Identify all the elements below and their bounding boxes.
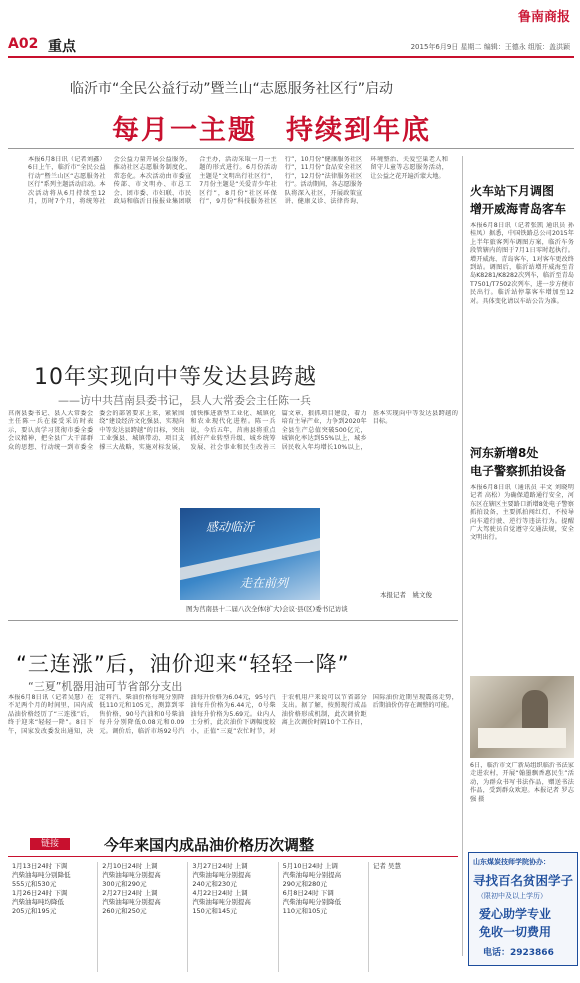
page-header — [0, 0, 580, 56]
story1-kicker: 临沂市“全民公益行动”暨兰山“志愿服务社区行”启动 — [70, 81, 394, 97]
sidebar-divider — [462, 156, 463, 956]
oil-table-column — [368, 862, 458, 972]
photo-paper — [478, 728, 566, 748]
ad-line-4: 爱心助学专业 — [479, 907, 552, 921]
sidebar-story2-body: 本报6月8日讯（通讯员 丰文 刘晓明 记者 高松）为确保道路通行安全，河东区在辖区主要路口新增8处电子警察抓拍设备，主要抓拍闯红灯、不按导向车道行驶、逆行等违法行为。提醒广大驾驶员自觉遵守交通法规，安全文明出行。 — [470, 484, 574, 542]
oil-table-cell: 2月27日24时 上调 — [102, 889, 158, 897]
story3-subhead: “三夏”机器用油可节省部分支出 — [28, 680, 183, 693]
sidebar-story2-headline-2: 电子警察抓拍设备 — [470, 464, 567, 478]
oil-table-cell: 汽柴油每吨分别提高 — [102, 871, 161, 879]
oil-table-cell: 汽柴油每吨分别提高 — [102, 898, 161, 906]
oil-table-cell: 555元和530元 — [12, 880, 57, 888]
masthead: 鲁南商报 — [517, 9, 570, 24]
story2-subhead: ——访中共莒南县委书记，县人大常委会主任陈一兵 — [58, 394, 311, 407]
oil-table-cell: 150元和145元 — [192, 907, 237, 915]
page-number: A02 — [8, 36, 39, 52]
sidebar-ad — [468, 852, 578, 966]
sidebar-story2-headline-1: 河东新增8处 — [470, 446, 539, 460]
oil-table-cell: 1月13日24时 下调 — [12, 862, 68, 870]
ad-line-5: 免收一切费用 — [479, 925, 552, 939]
oil-table-cell: 记者 吴慧 — [372, 862, 401, 870]
story2-body: 莒南县委书记、县人大常委会主任陈一兵在接受采访时表示，要认真学习贯彻市委全委会议精神，把全县广大干部群众的思想、行动统一到市委全委会的部署要求上来，紧紧围绕“建设经济文化强县、实现向中等发达县跨越”的目标，突出工业强县、城镇带动、项目支撑三大战略，实施对标发展，加快推进新型工业化、城镇化和农业现代化进程。陈一兵说，今后五年，莒南县将重点抓好产业转型升级、城乡统筹发展、社会事业和民生改善三篇文章，狠抓项目建设，着力培育主导产业，力争到2020年全县生产总值突破500亿元，城镇化率达到55%以上，城乡居民收入年均增长10%以上，基本实现向中等发达县跨越的目标。 — [8, 410, 458, 451]
sidebar-photo-caption: 6日，临沂市文广新局组织临沂书法家走进农村，开展“翰墨飘香惠民生”活动，为群众书写书法作品，赠送书法作品，受到群众欢迎。本报记者 罗志强 摄 — [470, 762, 574, 803]
story1-headline: 每月一主题 持续到年底 — [112, 115, 431, 146]
sidebar-story1-headline-2: 增开威海青岛客车 — [470, 202, 567, 216]
oil-table-rule — [8, 856, 458, 857]
oil-table-cell: 1月26日24时 下调 — [12, 889, 68, 897]
photo-figure — [522, 690, 548, 730]
oil-table-cell: 240元和230元 — [192, 880, 237, 888]
ad-line-1: 山东煤炭技师学院协办： — [473, 858, 550, 866]
story2-photo-caption: 图为莒南县十二届八次全体(扩大)会议·县(区)委书记访谈 — [186, 605, 348, 613]
section-label: 重点 — [48, 39, 76, 55]
story2-photo — [180, 508, 320, 600]
oil-table-cell: 汽柴油每吨分别降低 — [282, 898, 342, 906]
oil-table-cell: 3月27日24时 上调 — [192, 862, 248, 870]
oil-table-cell: 汽柴油每吨均降低 — [12, 898, 64, 906]
story3-rule — [8, 620, 458, 621]
ad-line-6: 电话：2923866 — [483, 948, 554, 958]
date-line: 2015年6月9日 星期二 编辑：王德永 组版：盖洪颖 — [410, 43, 570, 51]
oil-table-cell: 205元和195元 — [12, 907, 57, 915]
oil-table-cell: 110元和105元 — [282, 907, 327, 915]
oil-table-title: 今年来国内成品油价格历次调整 — [104, 836, 315, 854]
oil-table-cell: 300元和290元 — [102, 880, 147, 888]
oil-table — [8, 832, 458, 978]
oil-table-cell: 6月8日24时 下调 — [282, 889, 334, 897]
oil-table-tag: 链接 — [30, 838, 70, 850]
oil-table-cell: 290元和280元 — [282, 880, 327, 888]
story2-headline: 10年实现向中等发达县跨越 — [34, 365, 317, 390]
sidebar-story1-body: 本报6月8日讯（记者张凯 通讯员 孙桂凤）据悉，中国铁路总公司2015年上半年旅客列车调图方案，临沂车务段管辖内的图于7月1日零时起执行。增开威海、青岛客车，1对客车更改终到站。调图后，临沂站增开威海至青岛K8281/K8282次列车，临沂至青岛T7501/T7502次列车，进一步方便市民出行。临沂站停靠客车增加至12对。具体变化请以车站公告为准。 — [470, 222, 574, 305]
oil-table-column — [187, 862, 277, 972]
sidebar-photo — [470, 676, 574, 758]
oil-table-columns — [8, 862, 458, 972]
oil-table-cell: 5月10日24时 上调 — [282, 862, 338, 870]
oil-table-cell: 4月22日24时 上调 — [192, 889, 248, 897]
oil-table-column — [278, 862, 368, 972]
oil-table-cell: 汽柴油每吨分别降低 — [12, 871, 71, 879]
photo-overlay-text-1: 感动临沂 — [206, 520, 255, 534]
header-rule — [8, 56, 574, 58]
story1-body: 本报6月8日讯（记者刘鑫）6日上午，临沂市“全民公益行动”暨兰山区“志愿服务社区行”系列主题活动启动。本次活动将从6月持续至12月，历时7个月，将统筹社会公益力量开展公益服务，推动社区志愿服务制度化、常态化。本次活动由市委宣传部、市文明办、市总工会、团市委、市妇联、市民政局和临沂日报报业集团联合主办，活动采取一月一主题的形式进行。6月份活动主题是“文明出行社区行”，7月份主题是“关爱青少年社区行”，8月份“社区环保行”，9月份“科技服务社区行”，10月份“健康服务社区行”，11月份“食品安全社区行”，12月份“法律服务社区行”。活动期间，各志愿服务队将深入社区，开展政策宣讲、健康义诊、法律咨询、环境整治、关爱空巢老人和留守儿童等志愿服务活动，让公益之花开遍沂蒙大地。 — [28, 156, 448, 206]
ad-line-2: 寻找百名贫困学子 — [473, 873, 574, 888]
story2-byline: 本报记者 姚文俊 — [380, 591, 432, 599]
story3-body: 本报6月8日讯（记者吴慧）在不足两个月的时间里，国内成品油价格经历了“三连涨”后，终于迎来“轻轻一降”。8日下午，国家发改委发出通知，决定将汽、柴油价格每吨分别降低110元和105元，测算到零售价格，90号汽油和0号柴油每升分别降低0.08元和0.09元。调价后，临沂市场92号汽油每升价格为6.04元，95号汽油每升价格为6.44元，0号柴油每升价格为5.69元。业内人士分析，此次油价下调幅度较小，正值“三夏”农忙时节，对于农机用户来说可以节省部分支出。据了解，按照现行成品油价格形成机制，此次调价距离上次调价时隔10个工作日，国际油价近期呈现震荡走势，后期油价仍存在调整的可能。 — [8, 694, 458, 735]
oil-table-cell: 汽柴油每吨分别提高 — [192, 871, 251, 879]
oil-table-cell: 2月10日24时 上调 — [102, 862, 158, 870]
ad-line-3: （限初中及以上学历） — [477, 892, 547, 900]
oil-table-cell: 汽柴油每吨分别提高 — [282, 871, 342, 879]
story3-headline: “三连涨”后，油价迎来“轻轻一降” — [16, 652, 350, 676]
oil-table-cell: 260元和250元 — [102, 907, 147, 915]
oil-table-column — [97, 862, 187, 972]
sidebar-story1-headline-1: 火车站下月调图 — [470, 184, 555, 198]
photo-overlay-text-2: 走在前列 — [240, 576, 289, 590]
story1-rule — [8, 148, 574, 149]
oil-table-cell: 汽柴油每吨分别提高 — [192, 898, 251, 906]
oil-table-column — [8, 862, 97, 972]
